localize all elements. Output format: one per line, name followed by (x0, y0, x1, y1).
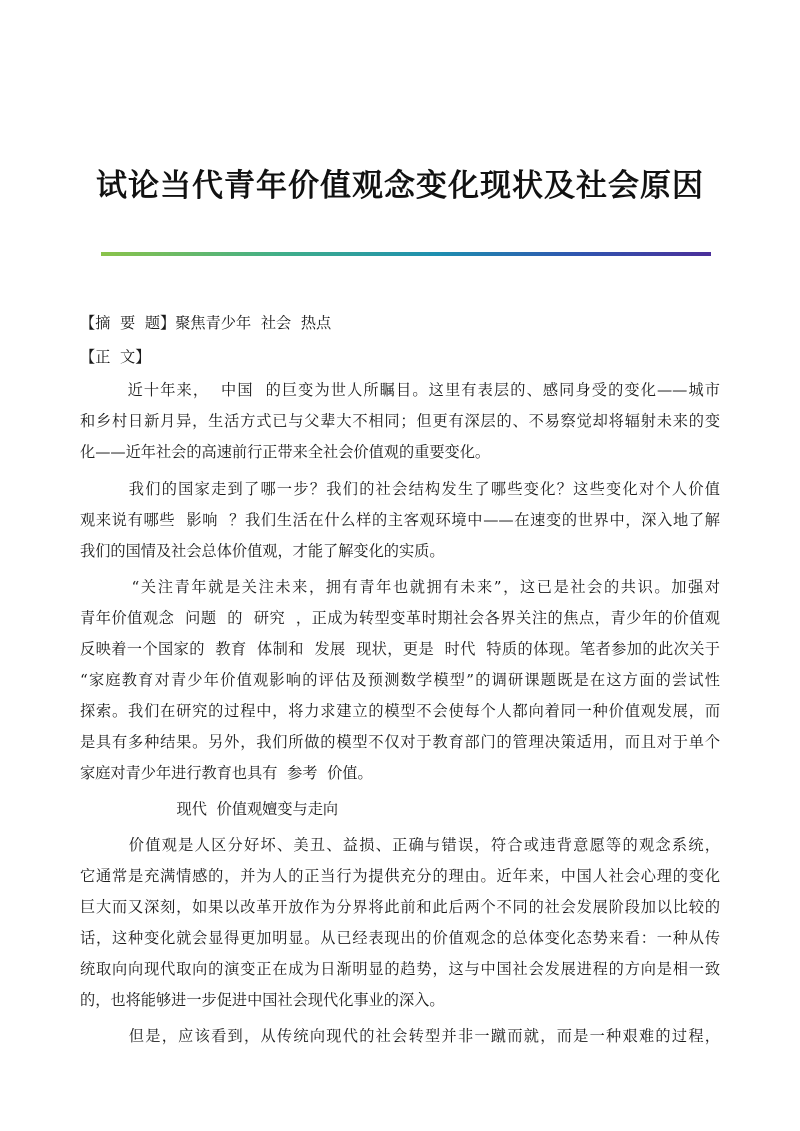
paragraph-line: 它通常是充满情感的，并为人的正当行为提供充分的理由。近年来，中国人社会心理的变化 (80, 867, 720, 885)
paragraph-line: 是具有多种结果。另外，我们所做的模型不仅对于教育部门的管理决策适用，而且对于单个 (80, 733, 720, 751)
section-heading: 现代 价值观嬗变与走向 (80, 800, 339, 818)
paragraph-line: 巨大而又深刻，如果以改革开放作为分界将此前和此后两个不同的社会发展阶段加以比较的 (80, 898, 720, 916)
title-underline-rule (101, 252, 711, 256)
paragraph-line: “家庭教育对青少年价值观影响的评估及预测数学模型”的调研课题既是在这方面的尝试性 (80, 671, 720, 689)
paragraph-line: 家庭对青少年进行教育也具有 参考 价值。 (80, 764, 373, 782)
paragraph-line: 但是，应该看到，从传统向现代的社会转型并非一蹴而就，而是一种艰难的过程， (80, 1027, 720, 1045)
paragraph-line: 化——近年社会的高速前行正带来全社会价值观的重要变化。 (80, 443, 491, 461)
paragraph-line: “关注青年就是关注未来，拥有青年也就拥有未来”，这已是社会的共识。加强对 (80, 578, 720, 596)
paragraph-line: 青年价值观念 问题 的 研究 ，正成为转型变革时期社会各界关注的焦点，青少年的价值观 (80, 609, 720, 627)
paragraph-line: 我们的国情及社会总体价值观，才能了解变化的实质。 (80, 542, 445, 560)
paragraph-line: 观来说有哪些 影响 ？我们生活在什么样的主客观环境中——在速变的世界中，深入地了解 (80, 511, 720, 529)
paragraph-line: 和乡村日新月异，生活方式已与父辈大不相同；但更有深层的、不易察觉却将辐射未来的变 (80, 412, 720, 430)
document-title: 试论当代青年价值观念变化现状及社会原因 (96, 168, 704, 204)
paragraph-line: 的，也将能够进一步促进中国社会现代化事业的深入。 (80, 991, 445, 1009)
body-label: 【正 文】 (80, 348, 151, 366)
paragraph-line: 话，这种变化就会显得更加明显。从已经表现出的价值观念的总体变化态势来看：一种从传 (80, 929, 720, 947)
paragraph-line: 我们的国家走到了哪一步？我们的社会结构发生了哪些变化？这些变化对个人价值 (80, 480, 720, 498)
paragraph-line: 价值观是人区分好坏、美丑、益损、正确与错误，符合或违背意愿等的观念系统， (80, 836, 720, 854)
abstract-line: 【摘 要 题】聚焦青少年 社会 热点 (80, 314, 332, 332)
paragraph-line: 反映着一个国家的 教育 体制和 发展 现状，更是 时代 特质的体现。笔者参加的此次关于 (80, 640, 720, 658)
paragraph-line: 统取向向现代取向的演变正在成为日渐明显的趋势，这与中国社会发展进程的方向是相一致 (80, 960, 720, 978)
paragraph-line: 近十年来， 中国 的巨变为世人所瞩目。这里有表层的、感同身受的变化——城市 (80, 381, 720, 399)
paragraph-line: 探索。我们在研究的过程中，将力求建立的模型不会使每个人都向着同一种价值观发展，而 (80, 702, 720, 720)
